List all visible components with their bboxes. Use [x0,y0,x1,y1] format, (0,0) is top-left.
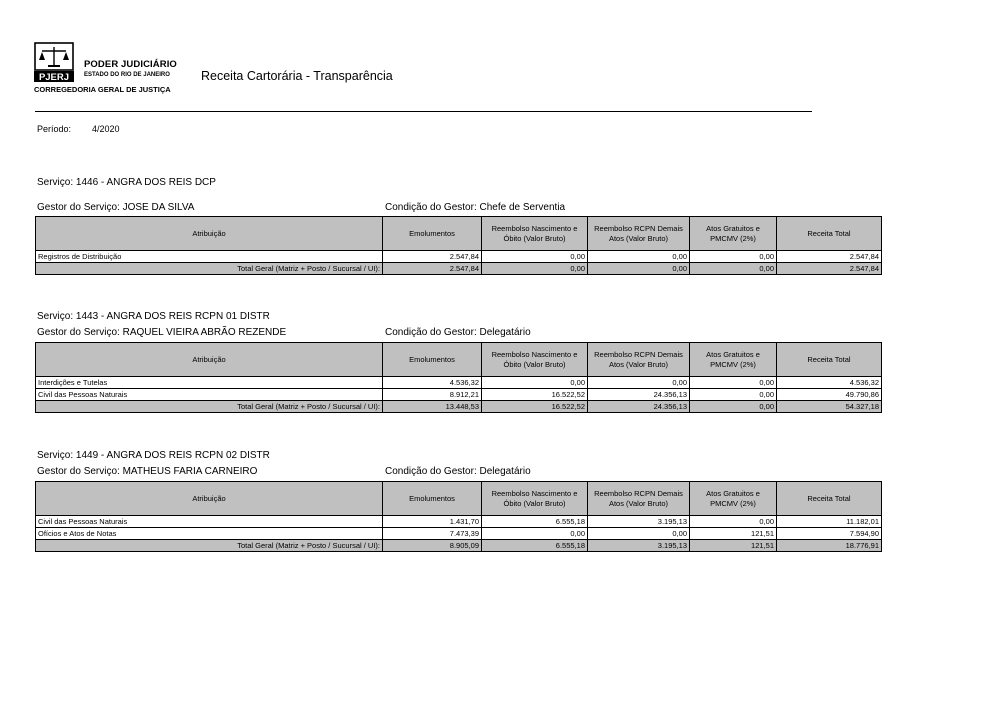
total-label: Total Geral (Matriz + Posto / Sucursal / UI): [36,540,383,552]
manager-condition: Condição do Gestor: Delegatário [385,327,531,338]
total-reembolso-rcpn: 24.356,13 [588,401,690,413]
cell-reembolso-rcpn: 24.356,13 [588,389,690,401]
cell-atos-gratuitos: 0,00 [690,389,777,401]
table-row [36,528,882,540]
table-row [36,516,882,528]
total-reembolso-nascimento: 16.522,52 [482,401,588,413]
total-receita-total: 18.776,91 [777,540,882,552]
service-manager: Gestor do Serviço: RAQUEL VIEIRA ABRÃO REZENDE [37,327,287,338]
cell-reembolso-nascimento: 0,00 [482,377,588,389]
service-manager: Gestor do Serviço: MATHEUS FARIA CARNEIRO [37,466,258,477]
pjerj-logo [34,42,74,82]
cell-receita-total: 49.790,86 [777,389,882,401]
cell-emolumentos: 2.547,84 [383,251,482,263]
col-receita-total: Receita Total [777,482,882,516]
cell-receita-total: 2.547,84 [777,251,882,263]
total-reembolso-nascimento: 6.555,18 [482,540,588,552]
cell-receita-total: 4.536,32 [777,377,882,389]
col-receita-total: Receita Total [777,343,882,377]
cell-atos-gratuitos: 121,51 [690,528,777,540]
total-label: Total Geral (Matriz + Posto / Sucursal / UI): [36,263,383,275]
total-label: Total Geral (Matriz + Posto / Sucursal / UI): [36,401,383,413]
cell-atribuicao: Civil das Pessoas Naturais [36,516,383,528]
total-reembolso-rcpn: 0,00 [588,263,690,275]
col-reembolso-nascimento: Reembolso Nascimento e Óbito (Valor Bruto) [482,217,588,251]
col-receita-total: Receita Total [777,217,882,251]
revenue-table [35,481,882,552]
org-name: PODER JUDICIÁRIO [84,59,177,70]
total-receita-total: 2.547,84 [777,263,882,275]
cell-receita-total: 7.594,90 [777,528,882,540]
cell-reembolso-rcpn: 3.195,13 [588,516,690,528]
col-reembolso-nascimento: Reembolso Nascimento e Óbito (Valor Bruto) [482,343,588,377]
total-reembolso-nascimento: 0,00 [482,263,588,275]
service-manager: Gestor do Serviço: JOSE DA SILVA [37,202,195,213]
total-row [36,263,882,275]
col-emolumentos: Emolumentos [383,482,482,516]
total-reembolso-rcpn: 3.195,13 [588,540,690,552]
table-row [36,377,882,389]
table-row [36,389,882,401]
col-atos-gratuitos: Atos Gratuitos e PMCMV (2%) [690,482,777,516]
col-emolumentos: Emolumentos [383,217,482,251]
col-atos-gratuitos: Atos Gratuitos e PMCMV (2%) [690,217,777,251]
col-atribuicao: Atribuição [36,482,383,516]
cell-reembolso-nascimento: 0,00 [482,528,588,540]
col-atos-gratuitos: Atos Gratuitos e PMCMV (2%) [690,343,777,377]
service-title: Serviço: 1449 - ANGRA DOS REIS RCPN 02 DISTR [37,450,270,461]
page-title: Receita Cartorária - Transparência [201,69,393,83]
period-label: Período: [37,124,72,134]
total-emolumentos: 8.905,09 [383,540,482,552]
cell-atribuicao: Registros de Distribuição [36,251,383,263]
total-row [36,540,882,552]
org-state: ESTADO DO RIO DE JANEIRO [84,72,170,78]
svg-text:PJERJ: PJERJ [38,72,70,82]
org-department: CORREGEDORIA GERAL DE JUSTIÇA [34,85,171,94]
cell-reembolso-nascimento: 16.522,52 [482,389,588,401]
cell-atribuicao: Ofícios e Atos de Notas [36,528,383,540]
col-reembolso-rcpn: Reembolso RCPN Demais Atos (Valor Bruto) [588,217,690,251]
col-reembolso-nascimento: Reembolso Nascimento e Óbito (Valor Bruto) [482,482,588,516]
total-atos-gratuitos: 121,51 [690,540,777,552]
cell-receita-total: 11.182,01 [777,516,882,528]
total-atos-gratuitos: 0,00 [690,401,777,413]
cell-reembolso-nascimento: 0,00 [482,251,588,263]
service-title: Serviço: 1443 - ANGRA DOS REIS RCPN 01 DISTR [37,311,270,322]
col-atribuicao: Atribuição [36,217,383,251]
manager-condition: Condição do Gestor: Chefe de Serventia [385,202,566,213]
cell-reembolso-rcpn: 0,00 [588,528,690,540]
cell-reembolso-nascimento: 6.555,18 [482,516,588,528]
col-emolumentos: Emolumentos [383,343,482,377]
cell-atribuicao: Civil das Pessoas Naturais [36,389,383,401]
cell-reembolso-rcpn: 0,00 [588,377,690,389]
col-reembolso-rcpn: Reembolso RCPN Demais Atos (Valor Bruto) [588,482,690,516]
cell-atribuicao: Interdições e Tutelas [36,377,383,389]
col-atribuicao: Atribuição [36,343,383,377]
total-atos-gratuitos: 0,00 [690,263,777,275]
total-receita-total: 54.327,18 [777,401,882,413]
revenue-table [35,216,882,275]
table-row [36,251,882,263]
cell-atos-gratuitos: 0,00 [690,251,777,263]
revenue-table [35,342,882,413]
cell-emolumentos: 8.912,21 [383,389,482,401]
cell-atos-gratuitos: 0,00 [690,377,777,389]
cell-atos-gratuitos: 0,00 [690,516,777,528]
total-emolumentos: 2.547,84 [383,263,482,275]
cell-emolumentos: 1.431,70 [383,516,482,528]
cell-emolumentos: 4.536,32 [383,377,482,389]
period-value: 4/2020 [92,124,120,134]
header-divider [35,111,812,112]
total-emolumentos: 13.448,53 [383,401,482,413]
col-reembolso-rcpn: Reembolso RCPN Demais Atos (Valor Bruto) [588,343,690,377]
cell-emolumentos: 7.473,39 [383,528,482,540]
manager-condition: Condição do Gestor: Delegatário [385,466,531,477]
total-row [36,401,882,413]
cell-reembolso-rcpn: 0,00 [588,251,690,263]
service-title: Serviço: 1446 - ANGRA DOS REIS DCP [37,177,216,188]
